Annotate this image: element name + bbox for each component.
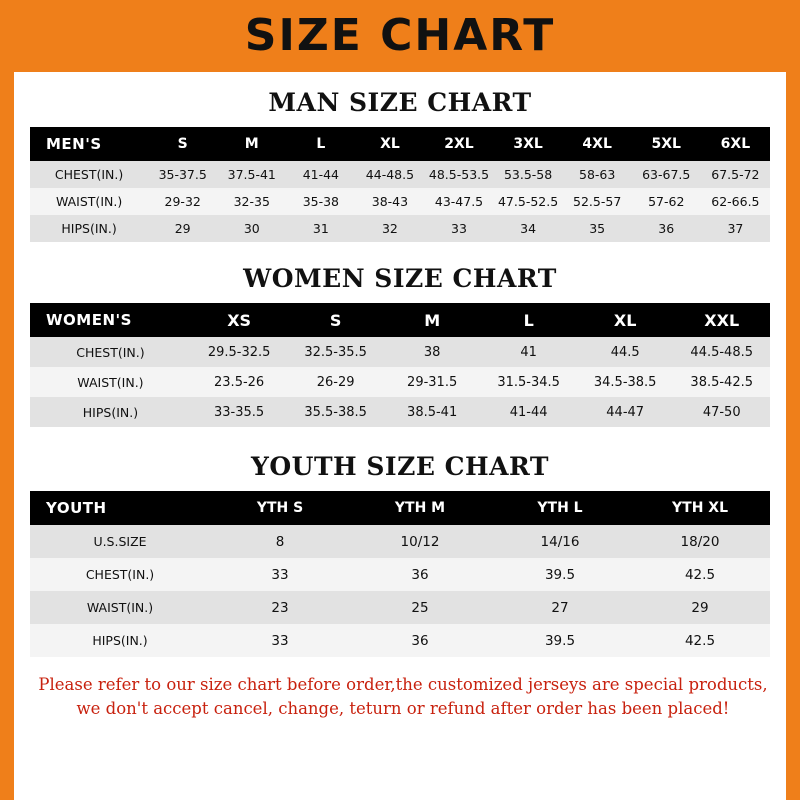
men-waist-5xl: 57-62 bbox=[648, 194, 685, 209]
women-waist-l: 31.5-34.5 bbox=[497, 374, 560, 390]
youth-hips-s: 33 bbox=[271, 632, 289, 649]
page-banner bbox=[0, 0, 800, 72]
women-hips-l: 41-44 bbox=[509, 404, 548, 420]
table-row bbox=[30, 591, 770, 624]
men-chest-2xl: 48.5-53.5 bbox=[428, 167, 490, 182]
men-hips-xl: 32 bbox=[381, 221, 398, 236]
women-row-label-chest: CHEST(IN.) bbox=[76, 344, 145, 360]
youth-size-l: YTH L bbox=[537, 500, 583, 516]
men-waist-xl: 38-43 bbox=[371, 194, 409, 209]
youth-chest-s: 33 bbox=[271, 566, 289, 583]
men-size-2xl: 2XL bbox=[444, 136, 474, 152]
men-chest-xl: 44-48.5 bbox=[365, 167, 415, 182]
men-size-5xl: 5XL bbox=[651, 136, 681, 152]
men-chest-5xl: 63-67.5 bbox=[642, 167, 691, 182]
table-row bbox=[30, 215, 770, 242]
men-size-xl: XL bbox=[380, 136, 400, 152]
men-hips-2xl: 33 bbox=[451, 221, 467, 236]
youth-size-table bbox=[30, 491, 770, 657]
youth-waist-s: 23 bbox=[271, 599, 289, 616]
men-waist-4xl: 52.5-57 bbox=[573, 194, 622, 209]
table-header-row bbox=[30, 303, 770, 337]
men-waist-s: 29-32 bbox=[164, 194, 201, 209]
women-hips-xxl: 47-50 bbox=[702, 404, 741, 420]
youth-waist-m: 25 bbox=[411, 599, 429, 616]
youth-size-m: YTH M bbox=[394, 500, 446, 516]
men-hips-3xl: 34 bbox=[520, 221, 537, 236]
men-row-label-chest: CHEST(IN.) bbox=[54, 167, 124, 182]
youth-chest-m: 36 bbox=[411, 566, 429, 583]
youth-row-label-hips: HIPS(IN.) bbox=[92, 633, 148, 648]
women-waist-xxl: 38.5-42.5 bbox=[690, 374, 754, 390]
women-size-xl: XL bbox=[613, 310, 637, 330]
youth-us-size-s: 8 bbox=[275, 533, 285, 550]
women-hips-xl: 44-47 bbox=[606, 404, 645, 420]
women-hips-xs: 33-35.5 bbox=[214, 404, 265, 420]
men-chest-m: 37.5-41 bbox=[227, 167, 276, 182]
men-chest-3xl: 53.5-58 bbox=[503, 167, 553, 182]
table-row bbox=[30, 558, 770, 591]
women-waist-xl: 34.5-38.5 bbox=[593, 374, 657, 390]
chart-content bbox=[14, 88, 786, 721]
men-size-m: M bbox=[244, 136, 259, 152]
men-chest-s: 35-37.5 bbox=[158, 167, 207, 182]
women-corner-label: WOMEN'S bbox=[46, 311, 132, 329]
youth-us-size-xl: 18/20 bbox=[680, 533, 720, 550]
women-chest-xl: 44.5 bbox=[610, 344, 640, 360]
men-waist-m: 32-35 bbox=[233, 194, 270, 209]
table-row bbox=[30, 161, 770, 188]
women-chest-xs: 29.5-32.5 bbox=[207, 344, 271, 360]
women-hips-m: 38.5-41 bbox=[407, 404, 458, 420]
table-row bbox=[30, 367, 770, 397]
youth-size-s: YTH S bbox=[256, 500, 304, 516]
men-hips-s: 29 bbox=[174, 221, 191, 236]
table-header-row bbox=[30, 491, 770, 525]
youth-us-size-l: 14/16 bbox=[540, 533, 580, 550]
men-chest-l: 41-44 bbox=[302, 167, 340, 182]
youth-corner-label: YOUTH bbox=[46, 499, 107, 517]
youth-row-label-us-size: U.S.SIZE bbox=[93, 534, 147, 549]
women-waist-xs: 23.5-26 bbox=[214, 374, 265, 390]
order-notice-line-1: Please refer to our size chart before order,the customized jerseys are special products, bbox=[38, 675, 768, 694]
table-row bbox=[30, 337, 770, 367]
youth-chest-l: 39.5 bbox=[544, 566, 576, 583]
men-hips-m: 30 bbox=[243, 221, 260, 236]
men-row-label-waist: WAIST(IN.) bbox=[55, 194, 123, 209]
men-size-3xl: 3XL bbox=[513, 136, 543, 152]
youth-size-xl: YTH XL bbox=[672, 500, 728, 516]
youth-section-title: YOUTH SIZE CHART bbox=[251, 452, 549, 481]
men-corner-label: MEN'S bbox=[46, 135, 102, 153]
women-size-xxl: XXL bbox=[704, 310, 740, 330]
table-row bbox=[30, 525, 770, 558]
men-hips-5xl: 36 bbox=[658, 221, 675, 236]
women-chest-l: 41 bbox=[520, 344, 537, 360]
women-size-s: S bbox=[329, 310, 342, 330]
men-size-l: L bbox=[316, 136, 326, 152]
table-row bbox=[30, 397, 770, 427]
table-header-row bbox=[30, 127, 770, 161]
men-waist-l: 35-38 bbox=[302, 194, 340, 209]
men-waist-2xl: 43-47.5 bbox=[434, 194, 484, 209]
men-section-title: MAN SIZE CHART bbox=[268, 88, 532, 117]
women-waist-s: 26-29 bbox=[316, 374, 355, 390]
men-size-s: S bbox=[177, 136, 188, 152]
men-hips-4xl: 35 bbox=[589, 221, 606, 236]
women-size-table bbox=[30, 303, 770, 427]
youth-us-size-m: 10/12 bbox=[400, 533, 440, 550]
youth-hips-xl: 42.5 bbox=[684, 632, 716, 649]
youth-chest-xl: 42.5 bbox=[684, 566, 716, 583]
women-row-label-waist: WAIST(IN.) bbox=[77, 374, 144, 390]
men-size-4xl: 4XL bbox=[582, 136, 612, 152]
men-chest-6xl: 67.5-72 bbox=[711, 167, 760, 182]
youth-row-label-chest: CHEST(IN.) bbox=[85, 567, 155, 582]
youth-hips-m: 36 bbox=[411, 632, 429, 649]
order-notice bbox=[28, 673, 778, 721]
table-row bbox=[30, 188, 770, 215]
men-size-table bbox=[30, 127, 770, 242]
women-hips-s: 35.5-38.5 bbox=[304, 404, 367, 420]
order-notice-line-2: we don't accept cancel, change, teturn or refund after order has been placed! bbox=[76, 698, 730, 718]
men-hips-l: 31 bbox=[312, 221, 329, 236]
men-waist-6xl: 62-66.5 bbox=[711, 194, 760, 209]
women-size-m: M bbox=[424, 310, 441, 330]
men-waist-3xl: 47.5-52.5 bbox=[497, 194, 559, 209]
youth-row-label-waist: WAIST(IN.) bbox=[86, 600, 154, 615]
youth-waist-xl: 29 bbox=[691, 599, 709, 616]
women-chest-s: 32.5-35.5 bbox=[304, 344, 367, 360]
men-row-label-hips: HIPS(IN.) bbox=[61, 221, 117, 236]
men-chest-4xl: 58-63 bbox=[579, 167, 616, 182]
women-chest-m: 38 bbox=[423, 344, 441, 360]
youth-waist-l: 27 bbox=[551, 599, 569, 616]
women-waist-m: 29-31.5 bbox=[407, 374, 458, 390]
women-size-l: L bbox=[523, 310, 534, 330]
page-title: SIZE CHART bbox=[244, 10, 556, 61]
women-row-label-hips: HIPS(IN.) bbox=[82, 404, 139, 420]
women-size-xs: XS bbox=[227, 310, 252, 330]
women-chest-xxl: 44.5-48.5 bbox=[690, 344, 754, 360]
youth-hips-l: 39.5 bbox=[544, 632, 576, 649]
women-section-title: WOMEN SIZE CHART bbox=[243, 264, 557, 293]
men-size-6xl: 6XL bbox=[720, 136, 751, 152]
table-row bbox=[30, 624, 770, 657]
men-hips-6xl: 37 bbox=[727, 221, 744, 236]
